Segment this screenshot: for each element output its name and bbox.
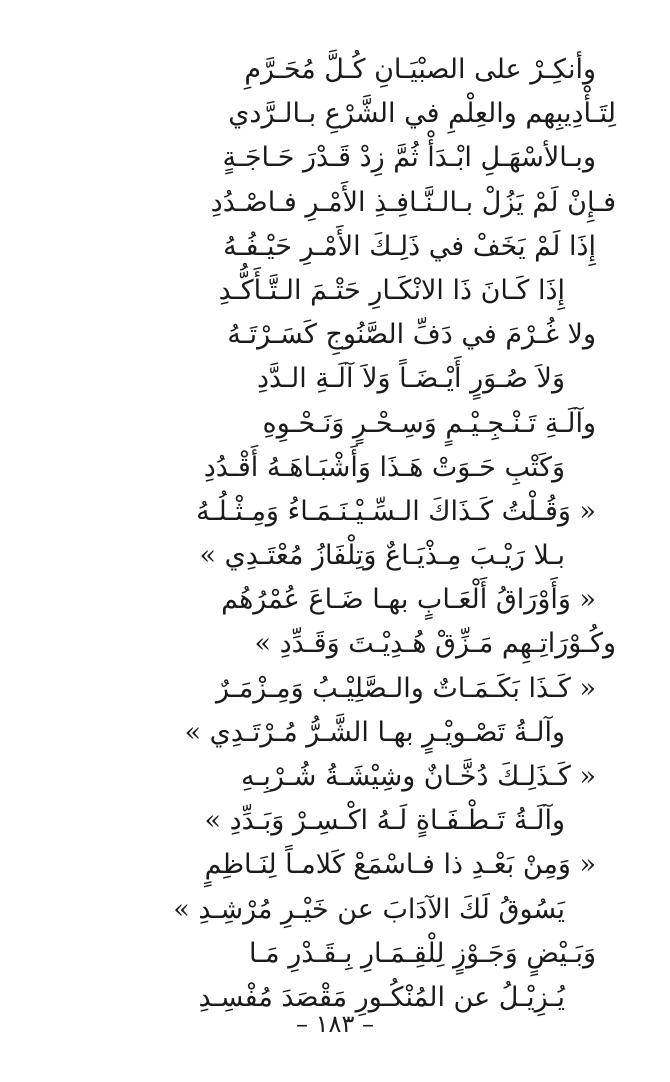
hemistich-text: وأنكِـرْ على الصبْيَـانِ كُـلَّ مُحَـرَّمِ bbox=[244, 54, 596, 85]
verse-line bbox=[0, 755, 670, 799]
hemistich-text: لِتَـأْدِيبِهم والعِلْمِ في الشَّرْعِ بـالـرَّدي bbox=[228, 98, 616, 130]
verse-line bbox=[0, 48, 670, 92]
hemistich-text: « كَـذَلِـكَ دُخَّـانٌ وشِيْشَـةُ شُـرْبِـهِ bbox=[241, 761, 596, 792]
page-number: – ١٨٣ – bbox=[296, 1010, 374, 1038]
verse-line bbox=[0, 622, 670, 666]
hemistich-text: « وَأَوْرَاقُ أَلْعَـابٍ بهـا ضَـاعَ عُمْرُهُم bbox=[221, 584, 596, 616]
hemistich-text: « وَمِنْ بَعْـدِ ذا فـاسْمَعْ كَلامـاً لِنَـاظِمٍ bbox=[204, 849, 596, 881]
hemistich-text: يَسُوقُ لَكَ الآدَابَ عن خَيْـرِ مُرْشِـدِ » bbox=[173, 893, 565, 925]
hemistich-text: يُـزِيْـلُ عن المُنْكُـورِ مَقْصَدَ مُفْسِـدِ bbox=[198, 981, 565, 1013]
hemistich-text: وَكَتْبِ حَـوَتْ هَـذَا وَأَشْبَـاهَـهُ أَقْـدُدِ bbox=[203, 451, 565, 483]
verse-line bbox=[0, 136, 670, 180]
verse-line bbox=[0, 313, 670, 357]
hemistich-text: ولا غُـرْمَ في دَفِّ الصَّنُوجِ كَسَـرْتَـهُ bbox=[227, 319, 596, 351]
verse-line bbox=[0, 225, 670, 269]
verse-line bbox=[0, 402, 670, 446]
hemistich-text: إِذَا لَمْ يَخَفْ في ذَلِـكَ الأَمْـرِ حَيْـفُـهُ bbox=[223, 230, 596, 262]
hemistich-text: وآلَـةُ تَـطْـفَـاةٍ لَـهُ اكْـسِـرْ وَبَـدِّدِ » bbox=[204, 805, 565, 837]
verse-line bbox=[0, 578, 670, 622]
verse-line bbox=[0, 446, 670, 490]
hemistich-text: وكُـوْرَاتِـهِم مَـزِّقْ هُـدِيْـتَ وَقَـدِّدِ » bbox=[254, 628, 616, 660]
verse-line bbox=[0, 711, 670, 755]
hemistich-text: بـلا رَيْـبَ مِـذْيَـاعٌ وَتِلْفَازُ مُعْتَـدِي » bbox=[199, 540, 565, 572]
verse-line bbox=[0, 181, 670, 225]
hemistich-text: وَبَـيْضٍ وَجَـوْزٍ لِلْقِـمَـارِ بِـقَـدْرِ مَـا bbox=[249, 937, 596, 969]
poem-verses bbox=[0, 48, 670, 1020]
verse-line bbox=[0, 534, 670, 578]
hemistich-text: وآلَـةِ تَـنْـجِـيْـمٍ وَسِـحْـرٍ وَنَـحْـوِهِ bbox=[262, 407, 596, 439]
hemistich-text: وبـالأسْهَـلِ ابْـدَأْ ثُمَّ زِدْ قَـدْرَ حَـاجَـةٍ bbox=[222, 142, 596, 174]
verse-line bbox=[0, 888, 670, 932]
verse-line bbox=[0, 799, 670, 843]
verse-line bbox=[0, 269, 670, 313]
verse-line bbox=[0, 92, 670, 136]
verse-line bbox=[0, 932, 670, 976]
hemistich-text: « كَـذَا بَكَـمَـاتٌ والـصَّلِيْـبُ وَمِـزْمَـرٌ bbox=[216, 672, 596, 704]
hemistich-text: إِذَا كَـانَ ذَا الانْكَـارِ حَتْـمَ الـتَّـأَكُّـدِ bbox=[218, 274, 565, 306]
verse-line bbox=[0, 843, 670, 887]
verse-line bbox=[0, 667, 670, 711]
hemistich-text: وَلاَ صُـوَرٍ أَيْـضَـاً وَلاَ آلَـةِ الـدَّدِ bbox=[256, 363, 565, 395]
hemistich-text: « وَقُـلْتُ كَـذَاكَ الـسِّـيْـنَـمَـاءُ وَمِـثْـلُـهُ bbox=[196, 495, 596, 527]
hemistich-text: فـإِنْ لَمْ يَزُلْ بـالـنَّـافِـذِ الأَمْـرِ فـاصْـدُدِ bbox=[210, 186, 616, 218]
hemistich-text: وآلـةُ تَصْـويْـرٍ بهـا الشَّـرُّ مُـرْتَـدِي » bbox=[184, 716, 565, 748]
verse-line bbox=[0, 490, 670, 534]
verse-line bbox=[0, 357, 670, 401]
